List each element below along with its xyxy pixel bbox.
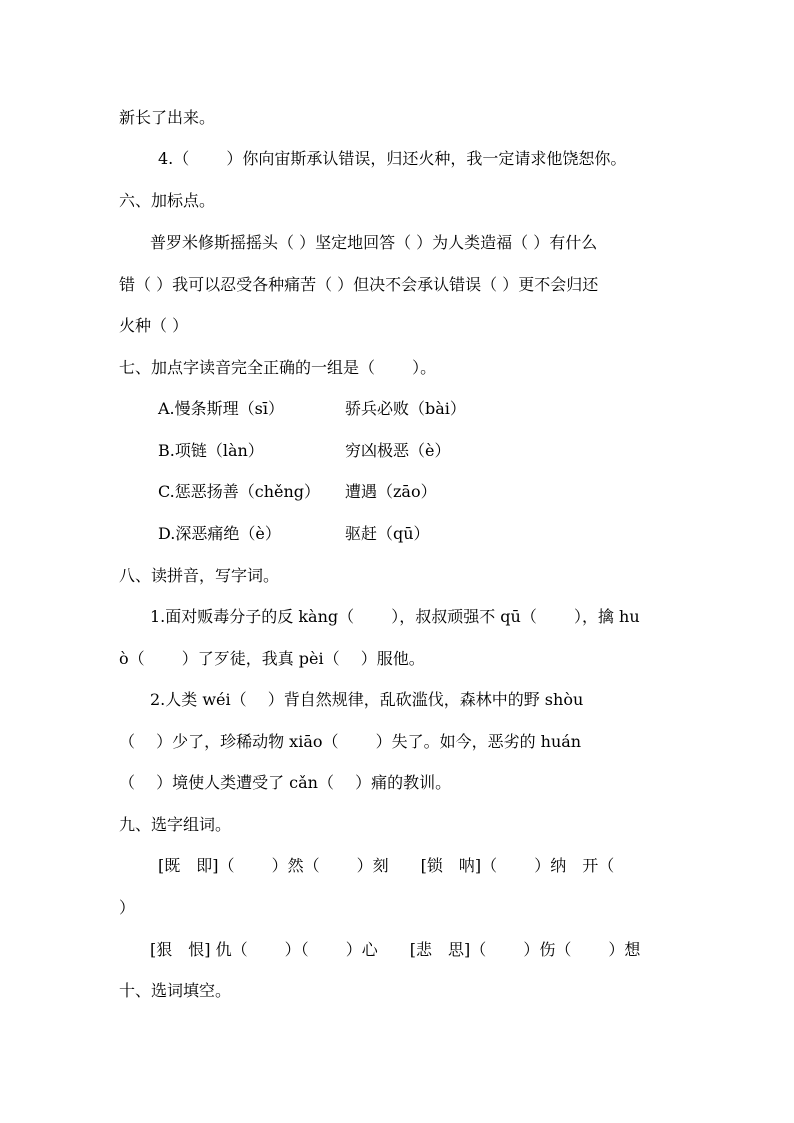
option-c-right: 遭遇（zāo） (345, 482, 437, 501)
pinyin-q2-line3: （ ）境使人类遭受了 cǎn（ ）痛的教训。 (119, 773, 452, 792)
option-a-left: A.慢条斯理（sī） (158, 399, 284, 418)
punctuation-line-3: 火种（ ） (119, 316, 189, 335)
section-heading-7: 七、加点字读音完全正确的一组是（ ）。 (119, 358, 437, 377)
text-line: 新长了出来。 (119, 108, 216, 127)
option-d-right: 驱赶（qū） (345, 524, 430, 543)
pinyin-q2-line1: 2.人类 wéi（ ）背自然规律，乱砍滥伐，森林中的野 shòu (150, 690, 584, 709)
word-choice-line-1-wrap: ） (119, 898, 136, 917)
punctuation-line-1: 普罗米修斯摇摇头（ ）坚定地回答（ ）为人类造福（ ）有什么 (150, 233, 598, 252)
question-4: 4.（ ）你向宙斯承认错误，归还火种，我一定请求他饶恕你。 (158, 149, 627, 168)
option-a-right: 骄兵必败（bài） (345, 399, 466, 418)
section-heading-10: 十、选词填空。 (119, 981, 232, 1000)
word-choice-line-2: [狠 恨] 仇（ ）（ ）心 [悲 思]（ ）伤（ ）想 (150, 940, 641, 959)
section-heading-9: 九、选字组词。 (119, 815, 232, 834)
pinyin-q2-line2: （ ）少了，珍稀动物 xiāo（ ）失了。如今，恶劣的 huán (119, 732, 582, 751)
pinyin-q1-line2: ò（ ）了歹徒，我真 pèi（ ）服他。 (119, 649, 425, 668)
option-d-left: D.深恶痛绝（è） (158, 524, 281, 543)
pinyin-q1-line1: 1.面对贩毒分子的反 kàng（ ），叔叔顽强不 qū（ ），擒 hu (150, 607, 640, 626)
word-choice-line-1: [既 即]（ ）然（ ）刻 [锁 呐]（ ）纳 开（ (158, 856, 615, 875)
section-heading-8: 八、读拼音，写字词。 (119, 566, 280, 585)
punctuation-line-2: 错（ ）我可以忍受各种痛苦（ ）但决不会承认错误（ ）更不会归还 (119, 275, 599, 294)
section-heading-6: 六、加标点。 (119, 191, 216, 210)
option-c-left: C.惩恶扬善（chěng） (158, 482, 321, 501)
option-b-right: 穷凶极恶（è） (345, 441, 451, 460)
option-b-left: B.项链（làn） (158, 441, 264, 460)
